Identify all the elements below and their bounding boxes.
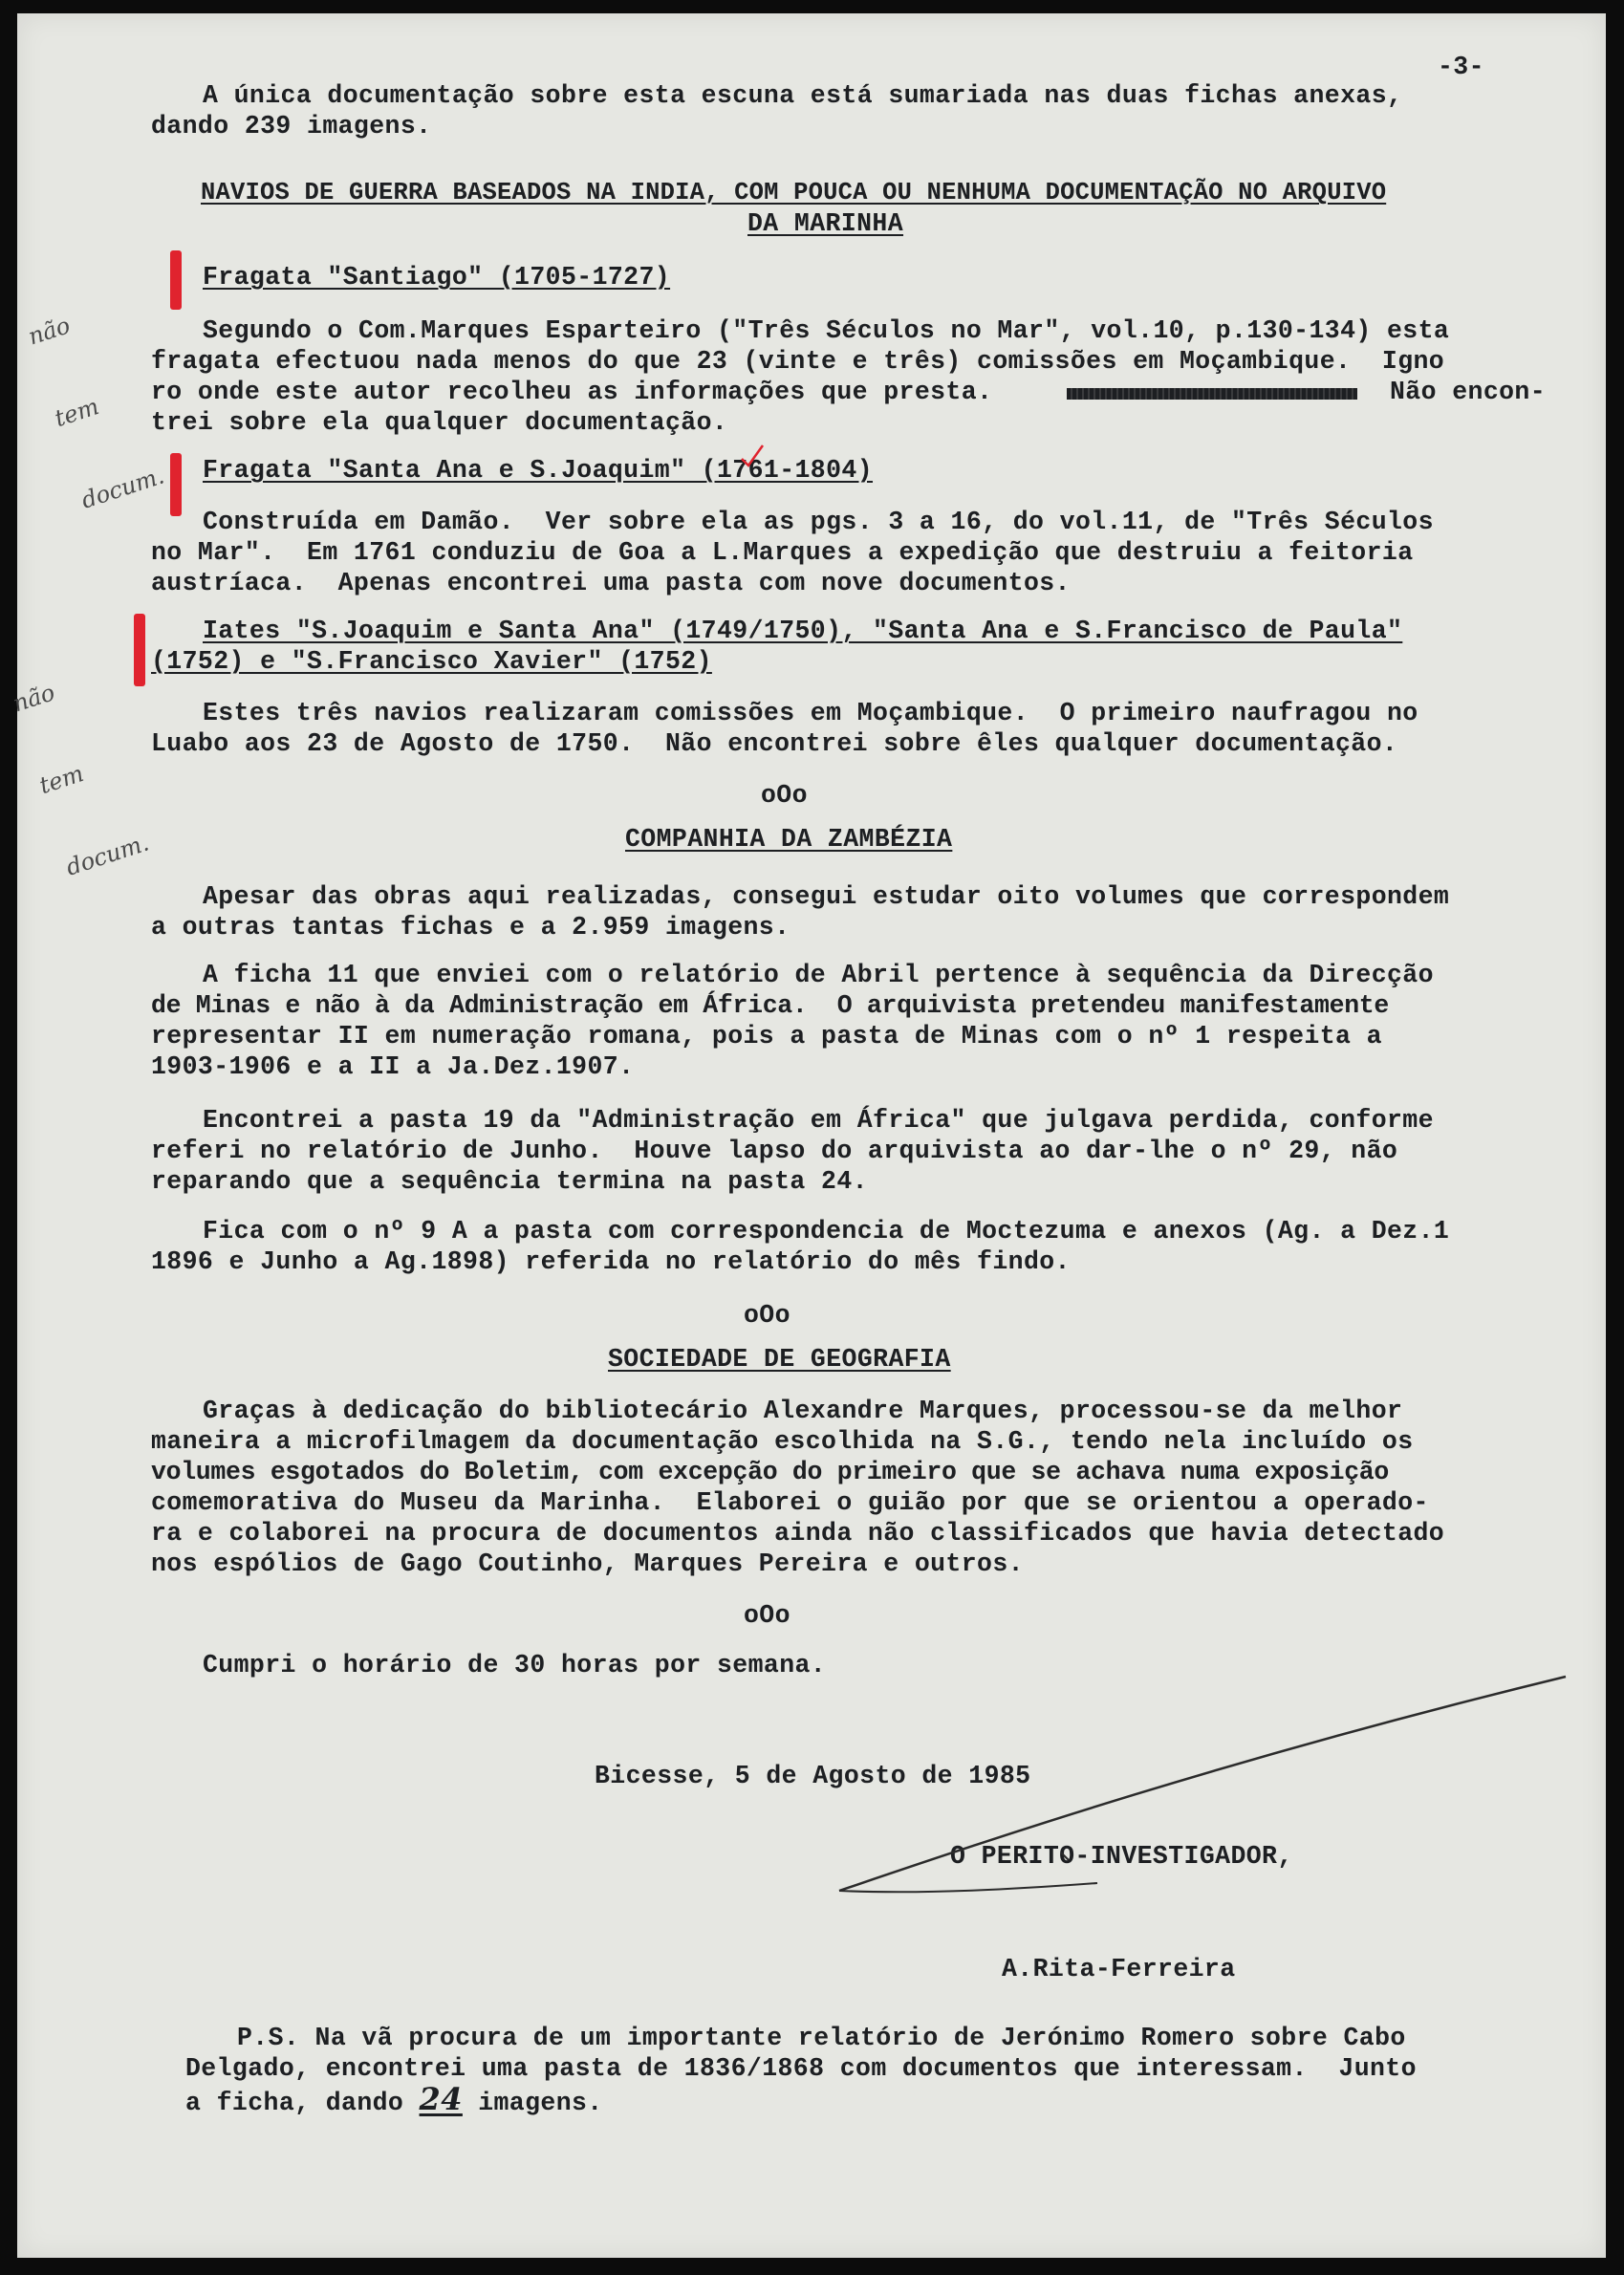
sociedade-line-3: volumes esgotados do Boletim, com excepção do primeiro que se achava numa exposição	[151, 1458, 1390, 1486]
section-heading-sociedade: SOCIEDADE DE GEOGRAFIA	[608, 1345, 951, 1374]
separator-3: oOo	[744, 1601, 790, 1630]
entry-santiago-line-4: trei sobre ela qualquer documentação.	[151, 408, 728, 437]
entry-santiago-line-2: fragata efectuou nada menos do que 23 (vinte e três) comissões em Moçambique. Igno	[151, 347, 1445, 376]
zambezia-para1-line-2: a outras tantas fichas e a 2.959 imagens.	[151, 913, 790, 942]
ps-line-1: P.S. Na vã procura de um importante relatório de Jerónimo Romero sobre Cabo	[237, 2024, 1406, 2052]
separator-1: oOo	[761, 781, 808, 810]
entry-santiago-line-1: Segundo o Com.Marques Esparteiro ("Três Séculos no Mar", vol.10, p.130-134) esta	[203, 316, 1450, 345]
red-marker-2	[170, 453, 182, 516]
section-heading-zambezia: COMPANHIA DA ZAMBÉZIA	[625, 825, 953, 854]
hours-statement: Cumpri o horário de 30 horas por semana.	[203, 1651, 827, 1679]
margin-note-1-line-1: não	[25, 312, 74, 351]
intro-line-1: A única documentação sobre esta escuna está sumariada nas duas fichas anexas,	[203, 81, 1403, 110]
entry-iates-title-2: (1752) e "S.Francisco Xavier" (1752)	[151, 647, 712, 676]
zambezia-para2-line-2: de Minas e não à da Administração em África. O arquivista pretendeu manifestamente	[151, 991, 1390, 1020]
ps-line-3-end: imagens.	[462, 2089, 603, 2117]
red-check-icon	[738, 442, 767, 470]
ps-handwritten-number: 24	[419, 2081, 463, 2117]
zambezia-para3-line-1: Encontrei a pasta 19 da "Administração em África" que julgava perdida, conforme	[203, 1106, 1434, 1135]
entry-santa-ana-title: Fragata "Santa Ana e S.Joaquim" (1761-1804)	[203, 456, 874, 485]
margin-note-2-line-1: não	[10, 679, 58, 718]
entry-santa-ana-line-3: austríaca. Apenas encontrei uma pasta com nove documentos.	[151, 569, 1071, 597]
zambezia-para4-line-1: Fica com o nº 9 A a pasta com correspondencia de Moctezuma e anexos (Ag. a Dez.1	[203, 1217, 1450, 1246]
entry-iates-title-1: Iates "S.Joaquim e Santa Ana" (1749/1750), "Santa Ana e S.Francisco de Paula"	[203, 617, 1403, 645]
ps-line-3	[185, 2081, 603, 2118]
zambezia-para2-line-1: A ficha 11 que enviei com o relatório de Abril pertence à sequência da Direcção	[203, 961, 1434, 989]
margin-note-1-line-3: docum.	[77, 462, 168, 514]
page-number: -3-	[1438, 53, 1484, 81]
signature-title: O PERITO-INVESTIGADOR,	[950, 1842, 1293, 1871]
zambezia-para2-line-4: 1903-1906 e a II a Ja.Dez.1907.	[151, 1052, 635, 1081]
entry-santiago-line-3b: Não encon-	[1390, 378, 1547, 406]
ps-line-3-start: a ficha, dando	[185, 2089, 420, 2117]
red-marker-3	[134, 614, 145, 686]
zambezia-para3-line-2: referi no relatório de Junho. Houve lapso do arquivista ao dar-lhe o nº 29, não	[151, 1137, 1398, 1165]
sociedade-line-5: ra e colaborei na procura de documentos ainda não classificados que havia detectado	[151, 1519, 1445, 1548]
zambezia-para1-line-1: Apesar das obras aqui realizadas, consegui estudar oito volumes que correspondem	[203, 882, 1450, 911]
signature-name: A.Rita-Ferreira	[1002, 1955, 1236, 1983]
entry-santa-ana-line-2: no Mar". Em 1761 conduziu de Goa a L.Marques a expedição que destruiu a feitoria	[151, 538, 1414, 567]
zambezia-para4-line-2: 1896 e Junho a Ag.1898) referida no relatório do mês findo.	[151, 1247, 1071, 1276]
zambezia-para3-line-3: reparando que a sequência termina na pasta 24.	[151, 1167, 868, 1196]
entry-santiago-line-3: ro onde este autor recolheu as informações que presta.	[151, 378, 993, 406]
section-heading-navios: NAVIOS DE GUERRA BASEADOS NA INDIA, COM POUCA OU NENHUMA DOCUMENTAÇÃO NO ARQUIVO	[201, 179, 1387, 206]
margin-note-1-line-2: tem	[51, 393, 102, 433]
separator-2: oOo	[744, 1301, 790, 1330]
document-page	[10, 13, 1606, 2258]
entry-iates-line-1: Estes três navios realizaram comissões em Moçambique. O primeiro naufragou no	[203, 699, 1418, 727]
place-date: Bicesse, 5 de Agosto de 1985	[595, 1762, 1031, 1790]
typed-strikeout	[1067, 388, 1357, 400]
signature-stroke	[811, 1667, 1575, 1916]
section-heading-navios-line2: DA MARINHA	[747, 209, 904, 238]
sociedade-line-4: comemorativa do Museu da Marinha. Elaborei o guião por que se orientou a operado-	[151, 1488, 1429, 1517]
margin-note-2-line-3: docum.	[62, 829, 153, 881]
entry-iates-line-2: Luabo aos 23 de Agosto de 1750. Não encontrei sobre êles qualquer documentação.	[151, 729, 1398, 758]
red-marker-1	[170, 250, 182, 310]
entry-santa-ana-line-1: Construída em Damão. Ver sobre ela as pgs. 3 a 16, do vol.11, de "Três Séculos	[203, 508, 1434, 536]
ps-line-2: Delgado, encontrei uma pasta de 1836/1868 com documentos que interessam. Junto	[185, 2054, 1417, 2083]
zambezia-para2-line-3: representar II em numeração romana, pois a pasta de Minas com o nº 1 respeita a	[151, 1022, 1382, 1051]
margin-note-2-line-2: tem	[35, 760, 87, 800]
entry-santiago-title: Fragata "Santiago" (1705-1727)	[203, 263, 671, 292]
sociedade-line-6: nos espólios de Gago Coutinho, Marques Pereira e outros.	[151, 1549, 1024, 1578]
sociedade-line-1: Graças à dedicação do bibliotecário Alexandre Marques, processou-se da melhor	[203, 1397, 1403, 1425]
sociedade-line-2: maneira a microfilmagem da documentação escolhida na S.G., tendo nela incluído os	[151, 1427, 1414, 1456]
intro-line-2: dando 239 imagens.	[151, 112, 432, 141]
